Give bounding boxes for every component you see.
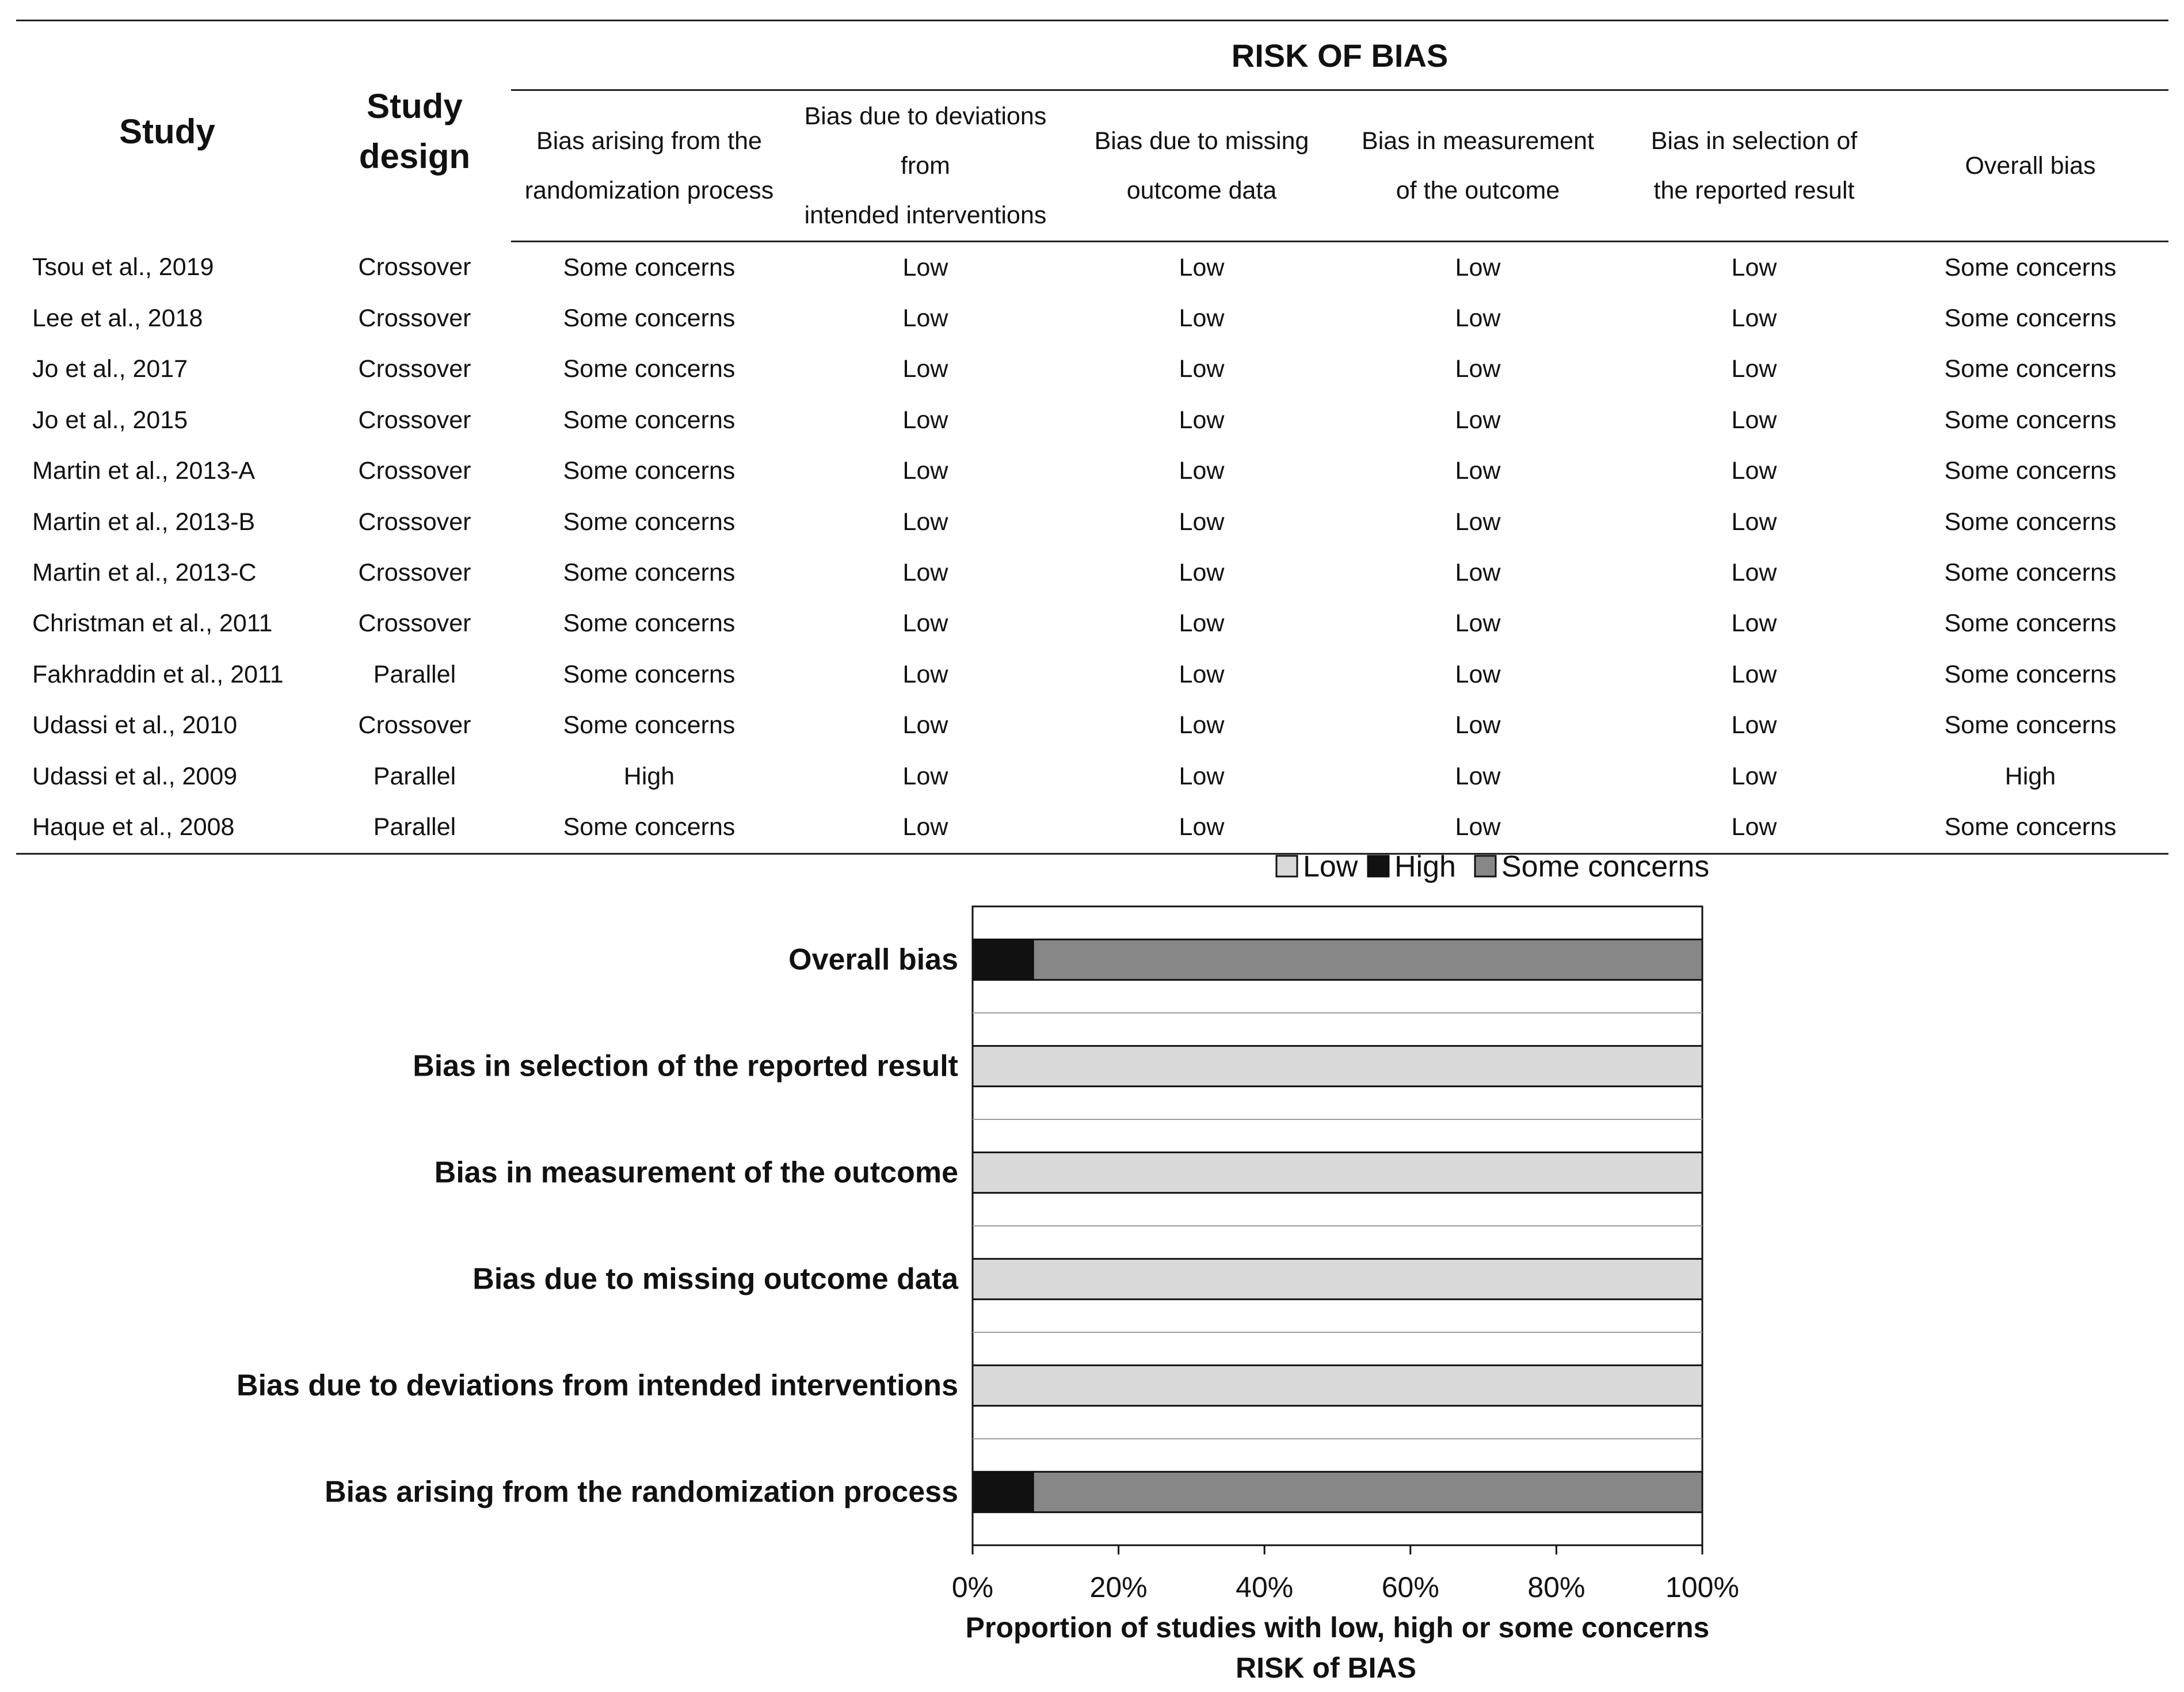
- cell-d4: Low: [1455, 609, 1501, 638]
- cell-d2: Low: [902, 406, 948, 434]
- cell-overall: Some concerns: [1944, 406, 2117, 434]
- cell-d5: Low: [1731, 508, 1777, 536]
- cell-d5: Low: [1731, 406, 1777, 434]
- x-axis-title-line2: RISK of BIAS: [1236, 1652, 1416, 1684]
- cell-overall: Some concerns: [1944, 609, 2117, 638]
- cell-design: Crossover: [358, 355, 471, 383]
- cell-d1: Some concerns: [563, 660, 735, 688]
- x-tick-label: 100%: [1665, 1571, 1739, 1603]
- cell-design: Crossover: [358, 508, 471, 536]
- bar-segment: [1033, 939, 1702, 980]
- cell-d2: Low: [902, 762, 948, 790]
- cell-study: Jo et al., 2015: [32, 406, 188, 434]
- cell-d3: Low: [1064, 802, 1340, 853]
- cell-d1: High: [623, 762, 675, 790]
- category-label: Bias in measurement of the outcome: [434, 1156, 958, 1190]
- cell-d2: Low: [902, 559, 948, 587]
- cell-d2: Low: [902, 253, 948, 281]
- cell-design: Crossover: [358, 711, 471, 740]
- cell-d3: Low: [1179, 406, 1225, 434]
- cell-d4: Low: [1455, 406, 1501, 434]
- cell-d2: Low: [902, 711, 948, 740]
- cell-d1: Some concerns: [563, 457, 735, 485]
- cell-d5: Low: [1731, 355, 1777, 383]
- cell-d5: Low: [1616, 802, 1892, 853]
- cell-d1: Some concerns: [563, 609, 735, 638]
- cell-d3: Low: [1179, 609, 1225, 638]
- header-study: Study: [16, 21, 318, 242]
- x-tick-label: 20%: [1089, 1571, 1148, 1603]
- cell-d3: Low: [1179, 762, 1225, 790]
- cell-d1: Some concerns: [563, 304, 735, 333]
- header-domain-line1: Bias in selection of: [1651, 127, 1858, 155]
- cell-d4: Low: [1455, 253, 1501, 281]
- cell-d4: Low: [1455, 355, 1501, 383]
- cell-d3: Low: [1179, 508, 1225, 536]
- cell-overall: Some concerns: [1944, 711, 2117, 740]
- bar-segment: [973, 1365, 1702, 1405]
- cell-d1: Some concerns: [563, 253, 735, 281]
- cell-d2: Low: [902, 660, 948, 688]
- legend-label: High: [1394, 850, 1456, 883]
- x-tick-label: 60%: [1381, 1571, 1439, 1603]
- header-domain-line2: outcome data: [1126, 177, 1277, 204]
- cell-design: Parallel: [373, 762, 456, 790]
- legend-swatch: [1475, 856, 1496, 877]
- header-design-line1: Study: [367, 87, 463, 126]
- bar-segment: [973, 1472, 1033, 1512]
- cell-d5: Low: [1731, 762, 1777, 790]
- cell-d5: Low: [1731, 609, 1777, 638]
- x-tick-label: 40%: [1236, 1571, 1294, 1603]
- x-tick-label: 80%: [1527, 1571, 1585, 1603]
- cell-d2: Low: [902, 457, 948, 485]
- cell-design: Parallel: [318, 802, 511, 853]
- cell-d4: Low: [1455, 508, 1501, 536]
- header-domain-line2: of the outcome: [1396, 177, 1560, 204]
- category-label: Bias due to deviations from intended interventions: [237, 1369, 958, 1403]
- cell-overall: Some concerns: [1944, 559, 2117, 587]
- cell-study: Jo et al., 2017: [32, 355, 188, 383]
- cell-d1: Some concerns: [563, 508, 735, 536]
- cell-d3: Low: [1179, 253, 1225, 281]
- cell-d4: Low: [1455, 711, 1501, 740]
- cell-study: Tsou et al., 2019: [32, 253, 214, 281]
- cell-study: Fakhraddin et al., 2011: [32, 660, 284, 688]
- cell-d5: Low: [1731, 457, 1777, 485]
- cell-study: Christman et al., 2011: [32, 609, 273, 638]
- cell-study: Lee et al., 2018: [32, 304, 203, 333]
- cell-d3: Low: [1179, 660, 1225, 688]
- cell-study: Haque et al., 2008: [16, 802, 318, 853]
- category-label: Overall bias: [788, 943, 958, 977]
- cell-d3: Low: [1179, 457, 1225, 485]
- bar-segment: [1033, 1472, 1702, 1512]
- cell-study: Udassi et al., 2010: [32, 711, 238, 740]
- bar-segment: [973, 939, 1033, 980]
- cell-d2: Low: [902, 304, 948, 333]
- cell-d5: Low: [1731, 253, 1777, 281]
- legend-label: Low: [1303, 850, 1358, 883]
- cell-study: Martin et al., 2013-B: [32, 508, 256, 536]
- cell-overall: Some concerns: [1944, 253, 2117, 281]
- cell-d4: Low: [1340, 802, 1616, 853]
- header-domain-line2: randomization process: [524, 177, 774, 204]
- legend-label: Some concerns: [1501, 850, 1710, 883]
- header-design-line2: design: [359, 137, 471, 176]
- x-tick-label: 0%: [951, 1571, 994, 1603]
- bar-segment: [973, 1259, 1702, 1299]
- cell-d3: Low: [1179, 304, 1225, 333]
- cell-d3: Low: [1179, 355, 1225, 383]
- cell-d4: Low: [1455, 660, 1501, 688]
- cell-d2: Low: [902, 508, 948, 536]
- cell-d5: Low: [1731, 660, 1777, 688]
- header-domain-line1: Bias in measurement: [1362, 127, 1594, 155]
- cell-d1: Some concerns: [563, 559, 735, 587]
- cell-d1: Some concerns: [563, 406, 735, 434]
- cell-design: Crossover: [358, 406, 471, 434]
- header-domain-line1: Bias arising from the: [536, 127, 762, 155]
- cell-design: Crossover: [358, 609, 471, 638]
- cell-overall: Some concerns: [1944, 457, 2117, 485]
- cell-d2: Low: [787, 802, 1064, 853]
- header-domain-line2: intended interventions: [804, 201, 1047, 229]
- header-domain-line1: Overall bias: [1965, 152, 2096, 180]
- cell-overall: Some concerns: [1944, 508, 2117, 536]
- bar-segment: [973, 1046, 1702, 1086]
- cell-study: Martin et al., 2013-C: [32, 559, 257, 587]
- cell-d1: Some concerns: [563, 711, 735, 740]
- cell-d2: Low: [902, 609, 948, 638]
- cell-d4: Low: [1455, 457, 1501, 485]
- legend-swatch: [1368, 856, 1389, 877]
- cell-d5: Low: [1731, 711, 1777, 740]
- cell-d5: Low: [1731, 304, 1777, 333]
- cell-d3: Low: [1179, 559, 1225, 587]
- cell-study: Martin et al., 2013-A: [32, 457, 256, 485]
- header-domain-line2: the reported result: [1653, 177, 1855, 204]
- cell-study: Udassi et al., 2009: [32, 762, 238, 790]
- cell-d1: Some concerns: [511, 802, 787, 853]
- cell-d5: Low: [1731, 559, 1777, 587]
- cell-d2: Low: [902, 355, 948, 383]
- cell-design: Crossover: [358, 253, 471, 281]
- header-domain-line1: Bias due to missing: [1094, 127, 1309, 155]
- cell-design: Parallel: [373, 660, 456, 688]
- cell-overall: Some concerns: [1892, 802, 2168, 853]
- header-domain-line1: Bias due to deviations from: [804, 102, 1047, 180]
- cell-overall: High: [2004, 762, 2056, 790]
- bar-segment: [973, 1152, 1702, 1192]
- cell-overall: Some concerns: [1944, 660, 2117, 688]
- cell-overall: Some concerns: [1944, 304, 2117, 333]
- category-label: Bias in selection of the reported result: [413, 1049, 958, 1083]
- cell-d1: Some concerns: [563, 355, 735, 383]
- cell-d4: Low: [1455, 304, 1501, 333]
- cell-d3: Low: [1179, 711, 1225, 740]
- cell-d4: Low: [1455, 559, 1501, 587]
- cell-d4: Low: [1455, 762, 1501, 790]
- category-label: Bias due to missing outcome data: [472, 1262, 958, 1296]
- cell-design: Crossover: [358, 559, 471, 587]
- cell-design: Crossover: [358, 304, 471, 333]
- header-risk-of-bias: RISK OF BIAS: [511, 21, 2168, 90]
- cell-overall: Some concerns: [1944, 355, 2117, 383]
- legend-swatch: [1276, 856, 1297, 877]
- category-label: Bias arising from the randomization process: [325, 1475, 958, 1509]
- x-axis-title: Proportion of studies with low, high or some concerns: [965, 1611, 1710, 1644]
- cell-design: Crossover: [358, 457, 471, 485]
